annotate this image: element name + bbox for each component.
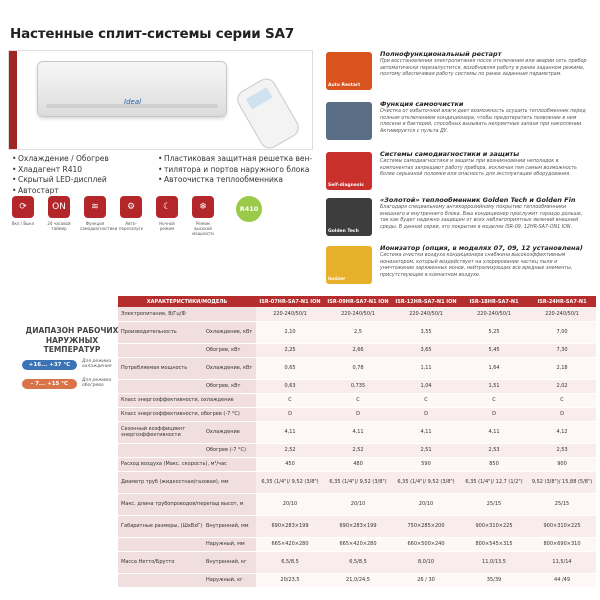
table-cell: 2,66: [324, 343, 392, 357]
table-cell: 0,78: [324, 357, 392, 379]
table-row: [118, 407, 596, 421]
table-cell: 3,55: [392, 321, 460, 343]
row-label: [118, 343, 204, 357]
row-label: Макс. длина трубопроводов/перепад высот, м: [118, 493, 256, 515]
feature-list-right: [158, 154, 312, 186]
table-row: [118, 379, 596, 393]
table-cell: 800×545×315: [460, 537, 528, 551]
ac-brand-logo: Ideal: [124, 98, 142, 106]
feature-list-left: [12, 154, 109, 196]
table-cell: 750×285×200: [392, 515, 460, 537]
table-cell: 11,0/13,5: [460, 551, 528, 573]
table-cell: 11,5/14: [528, 551, 596, 573]
row-label: [118, 443, 204, 457]
table-cell: 3,65: [392, 343, 460, 357]
table-row: [118, 421, 596, 443]
table-cell: 480: [324, 457, 392, 471]
table-cell: 26 / 30: [392, 573, 460, 587]
table-cell: 6,5/8,5: [324, 551, 392, 573]
row-sublabel: Внутренний, кг: [204, 551, 256, 573]
feature-item: • Скрытый LED-дисплей: [12, 175, 109, 186]
table-cell: 1,51: [460, 379, 528, 393]
table-row: [118, 357, 596, 379]
row-sublabel: Наружный, мм: [204, 537, 256, 551]
row-sublabel: Охлаждение, кВт: [204, 357, 256, 379]
table-cell: D: [392, 407, 460, 421]
feature-heading: Ионизатор (опция, в моделях 07, 09, 12 установлена): [380, 244, 583, 252]
feature-icon-label: 24 часовой таймер: [47, 221, 71, 231]
table-body: [118, 307, 596, 587]
table-cell: 900×310×225: [528, 515, 596, 537]
feature-icon-label: Режим высокой мощности: [192, 221, 214, 236]
row-sublabel: Охлаждение: [204, 421, 256, 443]
table-cell: 2,25: [256, 343, 324, 357]
table-cell: 220-240/50/1: [256, 307, 324, 321]
feature-text: При восстановлении электропитания после отключения или аварии сеть прибор автоматически перезапустится, возобновляя работу в ранее заданном режиме, поэтому обеспечивая работу системы по ранее заданным параметрам.: [380, 59, 587, 78]
row-label: Сезонный коэффициент энергоэффективности: [118, 421, 204, 443]
row-label: Потребляемая мощность: [118, 357, 204, 379]
auto-restart-picture-icon: Auto Restart: [326, 52, 372, 90]
row-sublabel: Обогрев, кВт: [204, 379, 256, 393]
table-cell: 6,35 (1/4")/ 9,52 (3/8"): [256, 471, 324, 493]
table-row: [118, 515, 596, 537]
high-power-icon: ❄: [192, 196, 214, 218]
feature-block-self-clean: [318, 100, 594, 145]
feature-text: Благодаря специальному антикоррозийному покрытию теплообменники внешнего и внутреннего блока. Ваш кондиционер прослужит гораздо дольше, так как будет надежно защищен от всех неблагоприятных явлений внешней среды. В данной серии, это покрытие в моделях ISR-09, 12HR-SA7-ON1 ION.: [380, 205, 583, 230]
row-sublabel: Обогрев, кВт: [204, 343, 256, 357]
table-cell: 220-240/50/1: [392, 307, 460, 321]
feature-item: • Автоочистка теплообменника: [158, 175, 312, 186]
feature-icon-label: Авто-перезапуск: [118, 221, 144, 231]
auto-restart-icon: ⚙: [120, 196, 142, 218]
row-label: Класс энергоэффективности, охлаждение: [118, 393, 256, 407]
table-cell: 220-240/50/1: [460, 307, 528, 321]
table-cell: 20/10: [392, 493, 460, 515]
table-cell: D: [528, 407, 596, 421]
table-cell: 0,63: [256, 379, 324, 393]
feature-icon-label: Функция самодиагностики: [80, 221, 118, 231]
feature-text: Система очистки воздуха кондиционера снабжена высокоэффективным ионизатором, который воздействует на хлорирование частиц пыли и уничтожение заряженных ионов, нейтрализующих все вредные элементы, присутствующие в комнатном воздухе.: [380, 253, 573, 278]
table-cell: 20/10: [324, 493, 392, 515]
row-label: Класс энергоэффективности, обогрев (-7 °С): [118, 407, 256, 421]
table-cell: 6,35 (1/4")/ 12,7 (1/2"): [460, 471, 528, 493]
table-cell: 35/39: [460, 573, 528, 587]
row-sublabel: Обогрев (-7 °С): [204, 443, 256, 457]
table-cell: 690×283×199: [256, 515, 324, 537]
range-heat-pill: - 7... +15 °С: [22, 379, 77, 389]
table-cell: 0,735: [324, 379, 392, 393]
table-cell: 590: [392, 457, 460, 471]
timer-icon: ON: [48, 196, 70, 218]
table-cell: 6,35 (1/4")/ 9,52 (3/8"): [324, 471, 392, 493]
row-sublabel: Охлаждение, кВт: [204, 321, 256, 343]
self-diagnosis-icon: ≋: [84, 196, 106, 218]
table-header-cell: ISR-12HR-SA7-N1 ION: [392, 296, 460, 307]
row-label: [118, 537, 204, 551]
table-cell: 660×500×240: [392, 537, 460, 551]
row-sublabel: Внутренний, мм: [204, 515, 256, 537]
ionizer-picture-icon: Ionizer: [326, 246, 372, 284]
row-label: Масса Нетто/Брутто: [118, 551, 204, 573]
feature-item-cont: • тилятора и портов наружного блока: [158, 165, 312, 176]
table-row: [118, 471, 596, 493]
feature-icon-label: Вкл / Выкл: [11, 221, 35, 226]
feature-block-self-diagnosis: [318, 150, 594, 195]
remote-screen: [246, 87, 273, 109]
range-cool-row: [22, 360, 122, 374]
feature-block-golden-fin: [318, 196, 594, 241]
table-cell: 2,52: [324, 443, 392, 457]
feature-item: • Охлаждение / Обогрев: [12, 154, 109, 165]
night-mode-icon: ☾: [156, 196, 178, 218]
feature-icons-row: [12, 196, 312, 236]
table-cell: 25/15: [460, 493, 528, 515]
table-cell: 2,52: [256, 443, 324, 457]
table-cell: 5,25: [460, 321, 528, 343]
row-label: [118, 379, 204, 393]
row-sublabel: Наружный, кг: [204, 573, 256, 587]
golden-fin-picture-icon: Golden Tech: [326, 198, 372, 236]
power-icon: ⟳: [12, 196, 34, 218]
table-row: [118, 321, 596, 343]
table-cell: 21,0/24,5: [324, 573, 392, 587]
table-cell: 220-240/50/1: [324, 307, 392, 321]
feature-item: • Пластиковая защитная решетка вен-: [158, 154, 312, 165]
range-cool-note: Для режима охлаждения: [82, 358, 112, 369]
self-clean-picture-icon: [326, 102, 372, 140]
range-heat-note: Для режима обогрева: [82, 377, 112, 388]
table-cell: 6,5/8,5: [256, 551, 324, 573]
table-cell: 2,02: [528, 379, 596, 393]
table-cell: 665×420×280: [324, 537, 392, 551]
table-cell: 6,35 (1/4")/ 9,52 (3/8"): [392, 471, 460, 493]
feature-icon-label: Ночной режим: [159, 221, 175, 231]
table-cell: 2,18: [528, 357, 596, 379]
row-label: [118, 573, 204, 587]
page-title: Настенные сплит-системы серии SA7: [10, 26, 295, 42]
feature-heading: Полнофункциональный рестарт: [380, 50, 502, 58]
range-cool-pill: +16... +37 °С: [22, 360, 77, 370]
feature-text: Очистка от избыточной влаги дает возможность осушить теплообменник перед полным отключением кондиционера, чтобы предотвратить появление в нем плесени и бактерий, способных вызывать неприятные запахи при накоплении. Активируется с пульта ДУ.: [380, 109, 586, 134]
table-cell: 800×690×310: [528, 537, 596, 551]
feature-heading: «Золотой» теплообменник Golden Tech и Golden Fin: [380, 196, 576, 204]
table-cell: 7,30: [528, 343, 596, 357]
table-cell: 665×420×280: [256, 537, 324, 551]
table-header-cell: ISR-07HR-SA7-N1 ION: [256, 296, 324, 307]
table-cell: 1,64: [460, 357, 528, 379]
table-cell: 44 /49: [528, 573, 596, 587]
table-cell: 5,45: [460, 343, 528, 357]
table-cell: 450: [256, 457, 324, 471]
table-cell: 9,52 (3/8")/ 15,88 (5/8"): [528, 471, 596, 493]
table-cell: 2,51: [392, 443, 460, 457]
range-title: ДИАПАЗОН РАБОЧИХ НАРУЖНЫХ ТЕМПЕРАТУР: [25, 326, 119, 354]
table-cell: 7,00: [528, 321, 596, 343]
row-label: Диаметр труб (жидкостная/газовая), мм: [118, 471, 256, 493]
operating-range-box: [22, 326, 122, 393]
feature-heading: Функция самоочистки: [380, 100, 464, 108]
row-label: Электропитание, В/Гц/Ф: [118, 307, 256, 321]
table-cell: C: [256, 393, 324, 407]
table-row: [118, 551, 596, 573]
feature-text: Системы самодиагностики и защиты при возникновении неполадок в компонентах запрещают работу прибора, исключая тем самым возможность более серьезной поломки или опасность для эксплуатации оборудования.: [380, 159, 578, 178]
table-cell: 900: [528, 457, 596, 471]
table-cell: 2,10: [256, 321, 324, 343]
table-cell: D: [324, 407, 392, 421]
table-row: [118, 457, 596, 471]
table-cell: 1,11: [392, 357, 460, 379]
table-header-cell: ISR-24HR-SA7-N1: [528, 296, 596, 307]
table-row: [118, 573, 596, 587]
table-cell: C: [460, 393, 528, 407]
table-cell: 2,53: [528, 443, 596, 457]
table-cell: C: [528, 393, 596, 407]
ac-indoor-unit-image: [37, 61, 227, 117]
table-row: [118, 443, 596, 457]
table-cell: 4,11: [256, 421, 324, 443]
table-cell: 4,11: [460, 421, 528, 443]
table-cell: 4,11: [392, 421, 460, 443]
table-cell: 4,11: [324, 421, 392, 443]
feature-item: • Автостарт: [12, 186, 109, 197]
table-header-cell: ISR-18HR-SA7-N1: [460, 296, 528, 307]
table-cell: 8,0/10: [392, 551, 460, 573]
table-row: [118, 537, 596, 551]
table-cell: 2,5: [324, 321, 392, 343]
table-cell: 1,04: [392, 379, 460, 393]
feature-block-auto-restart: [318, 50, 594, 95]
r410-badge-icon: R410: [236, 196, 262, 222]
table-row: [118, 493, 596, 515]
table-cell: 4,12: [528, 421, 596, 443]
table-cell: 690×283×199: [324, 515, 392, 537]
table-cell: 0,65: [256, 357, 324, 379]
feature-item: • Хладагент R410: [12, 165, 109, 176]
table-cell: C: [324, 393, 392, 407]
row-label: Расход воздуха (Макс. скорость), м³/час: [118, 457, 256, 471]
feature-block-ionizer: [318, 244, 594, 289]
table-cell: C: [392, 393, 460, 407]
table-cell: 850: [460, 457, 528, 471]
range-heat-row: [22, 379, 122, 393]
product-hero-image: [8, 50, 313, 150]
table-header-row: [118, 296, 596, 307]
specs-table: [118, 296, 596, 588]
remote-control-image: [234, 75, 303, 152]
hero-accent-bar: [9, 51, 17, 149]
table-cell: 25/15: [528, 493, 596, 515]
feature-heading: Системы самодиагностики и защиты: [380, 150, 520, 158]
table-cell: 20/10: [256, 493, 324, 515]
self-diagnosis-picture-icon: Self-diagnosis: [326, 152, 372, 190]
table-header-cell: ISR-09HR-SA7-N1 ION: [324, 296, 392, 307]
table-cell: 2,53: [460, 443, 528, 457]
table-cell: 20/23,5: [256, 573, 324, 587]
table-row: [118, 307, 596, 321]
table-row: [118, 343, 596, 357]
row-label: Производительность: [118, 321, 204, 343]
table-header-cell: ХАРАКТЕРИСТИКИ/МОДЕЛЬ: [118, 296, 256, 307]
table-cell: 220-240/50/1: [528, 307, 596, 321]
table-cell: D: [460, 407, 528, 421]
row-label: Габаритные размеры, (ШхВхГ): [118, 515, 204, 537]
table-cell: D: [256, 407, 324, 421]
table-row: [118, 393, 596, 407]
table-cell: 900×310×225: [460, 515, 528, 537]
